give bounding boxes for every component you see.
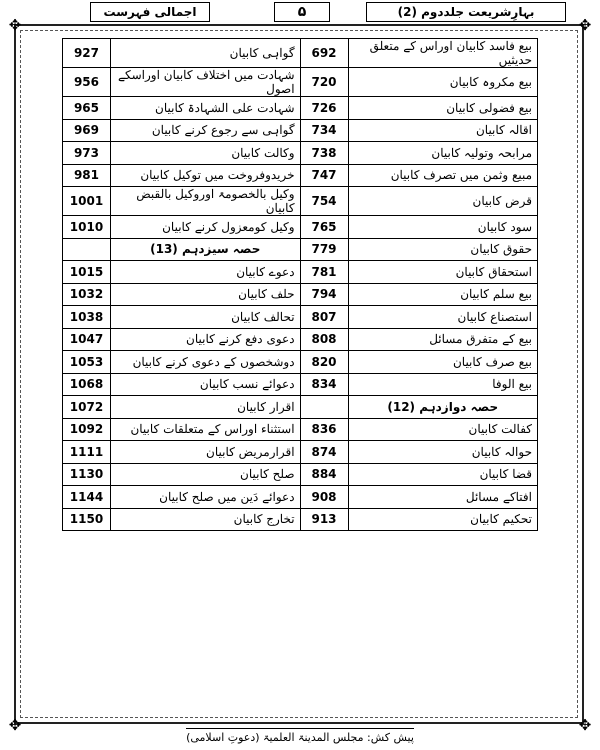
left-page-number: 1144	[63, 486, 111, 509]
right-page-number: 781	[300, 261, 348, 284]
right-page-number: 734	[300, 119, 348, 142]
right-entry-title: بیع فضولی کابیان	[348, 97, 538, 120]
page-footer	[0, 728, 600, 744]
contents-table	[62, 38, 538, 531]
corner-ornament-icon: ✥	[8, 16, 22, 34]
right-page-number: 908	[300, 486, 348, 509]
section-title: اجمالی فہرست	[90, 2, 210, 22]
left-page-number: 1047	[63, 328, 111, 351]
right-entry-title: کفالت کابیان	[348, 418, 538, 441]
left-page-number: 1038	[63, 306, 111, 329]
left-entry-title: تخارج کابیان	[110, 508, 300, 531]
table-row	[63, 283, 538, 306]
table-row	[63, 164, 538, 187]
table-row	[63, 351, 538, 374]
right-page-number: 808	[300, 328, 348, 351]
left-page-number: 956	[63, 68, 111, 97]
right-entry-title: استصناع کابیان	[348, 306, 538, 329]
right-page-number: 692	[300, 39, 348, 68]
left-entry-title: حلف کابیان	[110, 283, 300, 306]
table-row	[63, 508, 538, 531]
left-page-number: 1015	[63, 261, 111, 284]
right-page-number: 720	[300, 68, 348, 97]
right-page-number: 765	[300, 216, 348, 239]
corner-ornament-icon: ✥	[8, 716, 22, 734]
left-page-number: 1053	[63, 351, 111, 374]
table-row	[63, 187, 538, 216]
left-page-number: 965	[63, 97, 111, 120]
table-row	[63, 261, 538, 284]
table-row	[63, 97, 538, 120]
right-page-number: 738	[300, 142, 348, 165]
right-entry-title: سود کابیان	[348, 216, 538, 239]
table-row	[63, 373, 538, 396]
table-row	[63, 396, 538, 419]
left-entry-title: استثناء اوراس کے متعلقات کابیان	[110, 418, 300, 441]
left-page-number: 1068	[63, 373, 111, 396]
table-row	[63, 486, 538, 509]
corner-ornament-icon: ✥	[578, 716, 592, 734]
left-entry-title: دعوے کابیان	[110, 261, 300, 284]
right-entry-title: استحقاق کابیان	[348, 261, 538, 284]
section-heading: حصہ سیزدہم (13)	[110, 238, 300, 261]
right-entry-title: بیع مکروہ کابیان	[348, 68, 538, 97]
right-entry-title: مبیع وثمن میں تصرف کابیان	[348, 164, 538, 187]
table-row	[63, 306, 538, 329]
right-page-number: 913	[300, 508, 348, 531]
left-entry-title: شہادت علی الشہادۃ کابیان	[110, 97, 300, 120]
right-page-number: 747	[300, 164, 348, 187]
right-page-number: 794	[300, 283, 348, 306]
left-entry-title: دعوائے دَین میں صلح کابیان	[110, 486, 300, 509]
right-entry-title: قرض کابیان	[348, 187, 538, 216]
left-entry-title: خریدوفروخت میں توکیل کابیان	[110, 164, 300, 187]
left-entry-title: شہادت میں اختلاف کابیان اوراسکے اصول	[110, 68, 300, 97]
table-row	[63, 238, 538, 261]
left-page-number: 1001	[63, 187, 111, 216]
right-page-number: 834	[300, 373, 348, 396]
left-entry-title: اقرار کابیان	[110, 396, 300, 419]
table-row	[63, 418, 538, 441]
left-page-number: 1130	[63, 463, 111, 486]
page-header	[34, 2, 566, 22]
right-page-number: 779	[300, 238, 348, 261]
right-entry-title: اقالہ کابیان	[348, 119, 538, 142]
right-page-number: 884	[300, 463, 348, 486]
left-entry-title: اقرارمریض کابیان	[110, 441, 300, 464]
right-entry-title: بیع صرف کابیان	[348, 351, 538, 374]
left-page-number: 1150	[63, 508, 111, 531]
right-entry-title: بیع کے متفرق مسائل	[348, 328, 538, 351]
right-entry-title: حقوق کابیان	[348, 238, 538, 261]
table-row	[63, 39, 538, 68]
left-page-number: 1092	[63, 418, 111, 441]
left-page-number: 969	[63, 119, 111, 142]
left-entry-title: دعوی دفع کرنے کابیان	[110, 328, 300, 351]
left-entry-title: دوشخصوں کے دعوی کرنے کابیان	[110, 351, 300, 374]
right-page-number: 874	[300, 441, 348, 464]
left-entry-title: گواہی سے رجوع کرنے کابیان	[110, 119, 300, 142]
right-page-number: 836	[300, 418, 348, 441]
table-row	[63, 142, 538, 165]
left-page-number: 973	[63, 142, 111, 165]
right-page-number: 726	[300, 97, 348, 120]
right-entry-title: بیع الوفا	[348, 373, 538, 396]
table-row	[63, 441, 538, 464]
left-page-number: 1111	[63, 441, 111, 464]
right-page-number: 754	[300, 187, 348, 216]
table-row	[63, 216, 538, 239]
section-heading: حصہ دوازدہم (12)	[348, 396, 538, 419]
left-entry-title: وکیل کومعزول کرنے کابیان	[110, 216, 300, 239]
right-page-number: 820	[300, 351, 348, 374]
left-entry-title: گواہی کابیان	[110, 39, 300, 68]
table-row	[63, 68, 538, 97]
publisher-credit: پیش کش: مجلس المدینۃ العلمیۃ (دعوتِ اسلامی)	[186, 728, 414, 744]
left-page-number: 927	[63, 39, 111, 68]
right-entry-title: بیع سلم کابیان	[348, 283, 538, 306]
table-row	[63, 119, 538, 142]
left-page-number: 1032	[63, 283, 111, 306]
right-entry-title: تحکیم کابیان	[348, 508, 538, 531]
right-entry-title: مرابحہ وتولیہ کابیان	[348, 142, 538, 165]
left-entry-title: وکالت کابیان	[110, 142, 300, 165]
book-title: بہارِشریعت جلددوم (2)	[366, 2, 566, 22]
left-page-number: 1010	[63, 216, 111, 239]
left-page-number: 1072	[63, 396, 111, 419]
right-page-number: 807	[300, 306, 348, 329]
corner-ornament-icon: ✥	[578, 16, 592, 34]
left-entry-title: صلح کابیان	[110, 463, 300, 486]
right-entry-title: افتاکے مسائل	[348, 486, 538, 509]
table-row	[63, 328, 538, 351]
right-entry-title: حوالہ کابیان	[348, 441, 538, 464]
left-page-number: 981	[63, 164, 111, 187]
left-entry-title: تحالف کابیان	[110, 306, 300, 329]
page-number: ۵	[274, 2, 330, 22]
left-page-number	[63, 238, 111, 261]
left-entry-title: وکیل بالخصومۃ اوروکیل بالقبض کابیان	[110, 187, 300, 216]
right-entry-title: بیع فاسد کابیان اوراس کے متعلق حدیثیں	[348, 39, 538, 68]
left-entry-title: دعوائے نسب کابیان	[110, 373, 300, 396]
right-entry-title: قضا کابیان	[348, 463, 538, 486]
right-page-number	[300, 396, 348, 419]
table-row	[63, 463, 538, 486]
